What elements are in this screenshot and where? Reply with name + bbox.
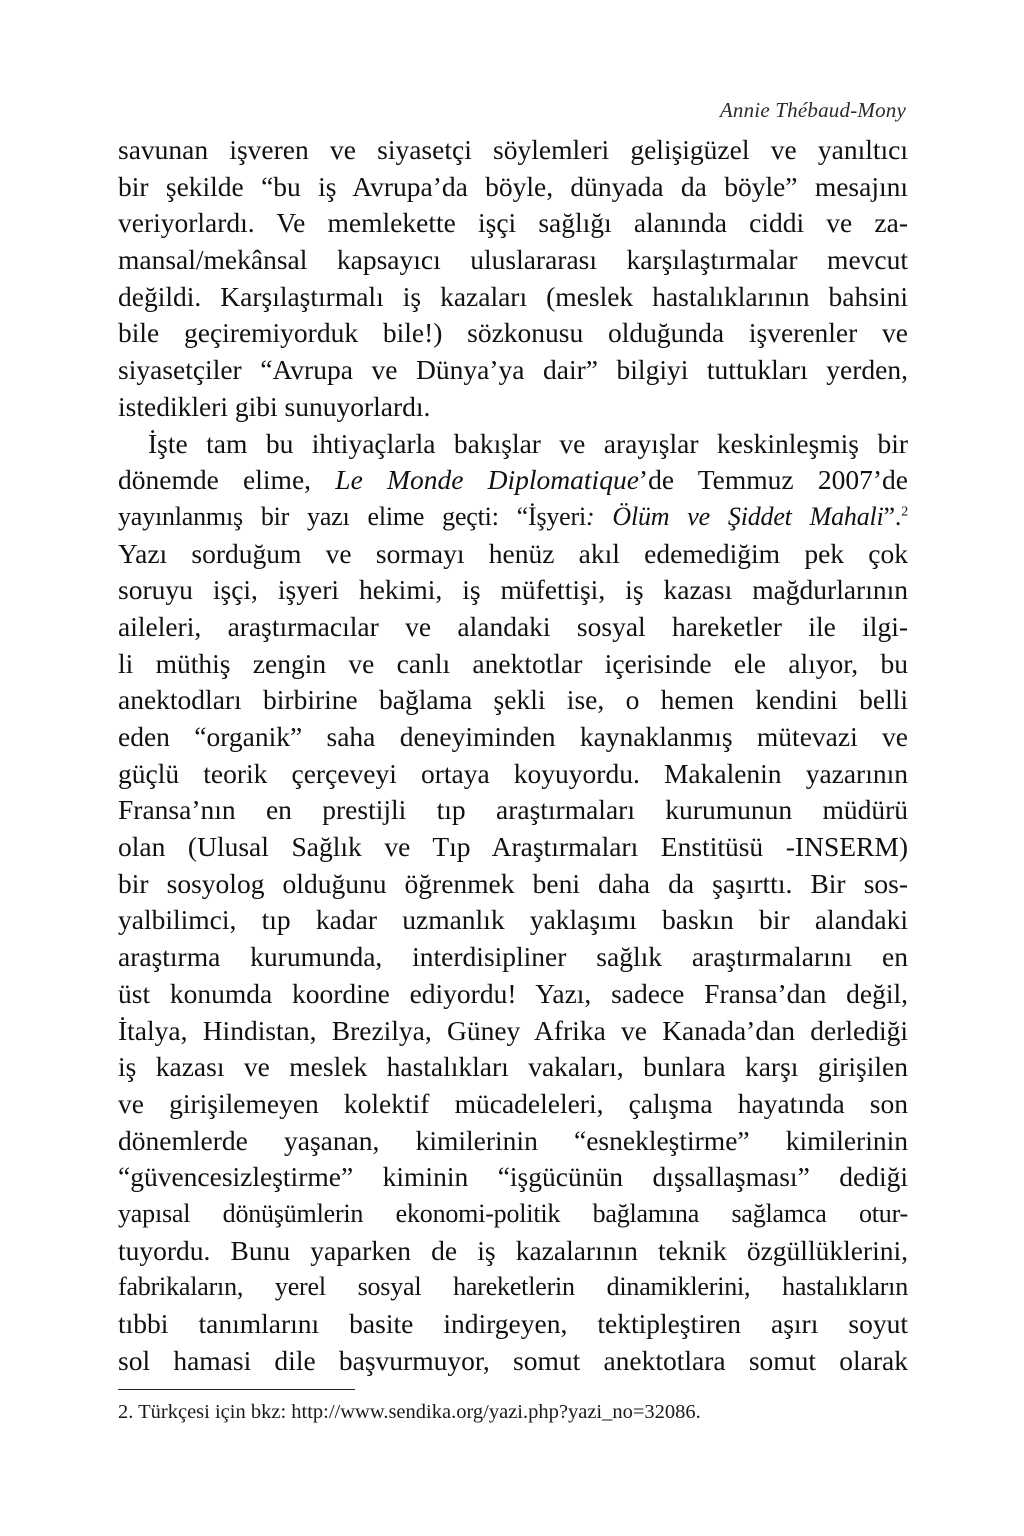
body-line: yalbilimci, tıp kadar uzmanlık yaklaşımı baskın bir alandaki — [118, 904, 908, 936]
body-line: mansal/mekânsal kapsayıcı uluslararası karşılaştırmalar mevcut — [118, 244, 908, 276]
body-segment: ’de Temmuz 2007’de — [638, 464, 908, 496]
body-line: li müthiş zengin ve canlı anektotlar içerisinde ele alıyor, bu — [118, 647, 908, 679]
body-line: istedikleri gibi sunuyorlardı. — [118, 390, 431, 422]
body-line: anektodları birbirine bağlama şekli ise, o hemen kendini belli — [118, 684, 908, 716]
publication-title: Le Monde Diplomatique — [335, 464, 639, 496]
body-line: bile geçiremiyorduk bile!) sözkonusu olduğunda işverenler ve — [118, 317, 908, 349]
footnote — [118, 1398, 701, 1426]
body-line: tıbbi tanımlarını basite indirgeyen, tektipleştiren aşırı soyut — [118, 1308, 908, 1339]
body-line: güçlü teorik çerçeveyi ortaya koyuyordu. Makalenin yazarının — [118, 757, 908, 789]
body-line: eden “organik” saha deneyiminden kaynaklanmış mütevazi ve — [118, 721, 908, 752]
body-line: değildi. Karşılaştırmalı iş kazaları (meslek hastalıklarının bahsini — [118, 280, 908, 312]
body-line: veriyorlardı. Ve memlekette işçi sağlığı alanında ciddi ve za- — [118, 207, 908, 239]
body-line: ve girişilemeyen kolektif mücadeleleri, çalışma hayatında son — [118, 1087, 908, 1119]
footnote-number: 2. — [118, 1401, 134, 1423]
body-line-with-italic — [118, 462, 908, 499]
body-line: “güvencesizleştirme” kiminin “işgücünün dışsallaşması” dediği — [118, 1161, 908, 1193]
body-segment: dönemde elime, — [118, 464, 336, 496]
body-paragraphs — [118, 132, 908, 1379]
body-line: üst konumda koordine ediyordu! Yazı, sadece Fransa’dan değil, — [118, 977, 908, 1009]
body-line: tuyordu. Bunu yaparken de iş kazalarının teknik özgüllüklerini, — [118, 1234, 908, 1266]
body-line: bir sosyolog olduğunu öğrenmek beni daha da şaşırttı. Bir sos- — [118, 867, 908, 899]
running-header-author: Annie Thébaud-Mony — [719, 98, 906, 122]
body-line: araştırma kurumunda, interdisipliner sağlık araştırmalarını en — [118, 941, 908, 973]
body-line: bir şekilde “bu iş Avrupa’da böyle, dünyada da böyle” mesajını — [118, 170, 908, 202]
body-line: dönemlerde yaşanan, kimilerinin “esnekleştirme” kimilerinin — [118, 1124, 908, 1156]
article-title: : Ölüm ve Şiddet Mahali — [586, 501, 884, 531]
body-line: iş kazası ve meslek hastalıkları vakaları, bunlara karşı girişilen — [118, 1051, 908, 1083]
body-segment: yayınlanmış bir yazı elime geçti: “İşyeri — [118, 501, 586, 531]
body-line: Yazı sorduğum ve sormayı henüz akıl edemediğim pek çok — [118, 537, 908, 569]
body-line: soruyu işçi, işyeri hekimi, iş müfettişi, iş kazası mağdurlarının — [118, 574, 908, 606]
footnote-text: Türkçesi için bkz: http://www.sendika.org/yazi.php?yazi_no=32086. — [138, 1401, 701, 1423]
body-line: İşte tam bu ihtiyaçlarla bakışlar ve arayışlar keskinleşmiş bir — [148, 427, 908, 459]
body-line: siyasetçiler “Avrupa ve Dünya’ya dair” bilgiyi tuttukları yerden, — [118, 354, 908, 386]
body-segment: ”. — [883, 501, 902, 531]
body-line: yapısal dönüşümlerin ekonomi-politik bağlamına sağlamca otur- — [118, 1198, 908, 1228]
body-line: İtalya, Hindistan, Brezilya, Güney Afrika ve Kanada’dan derlediği — [118, 1014, 908, 1046]
body-line: aileleri, araştırmacılar ve alandaki sosyal hareketler ile ilgi- — [118, 610, 908, 642]
body-line: olan (Ulusal Sağlık ve Tıp Araştırmaları Enstitüsü -INSERM) — [118, 831, 908, 863]
body-line: savunan işveren ve siyasetçi söylemleri gelişigüzel ve yanıltıcı — [118, 134, 908, 165]
footnote-divider — [118, 1389, 355, 1390]
body-line: fabrikaların, yerel sosyal hareketlerin dinamiklerini, hastalıkların — [118, 1272, 908, 1302]
footnote-marker: 2 — [901, 504, 908, 520]
body-line-with-italic — [118, 499, 908, 536]
body-line: Fransa’nın en prestijli tıp araştırmaları kurumunun müdürü — [118, 794, 908, 826]
body-line: sol hamasi dile başvurmuyor, somut anektotlara somut olarak — [118, 1344, 908, 1376]
